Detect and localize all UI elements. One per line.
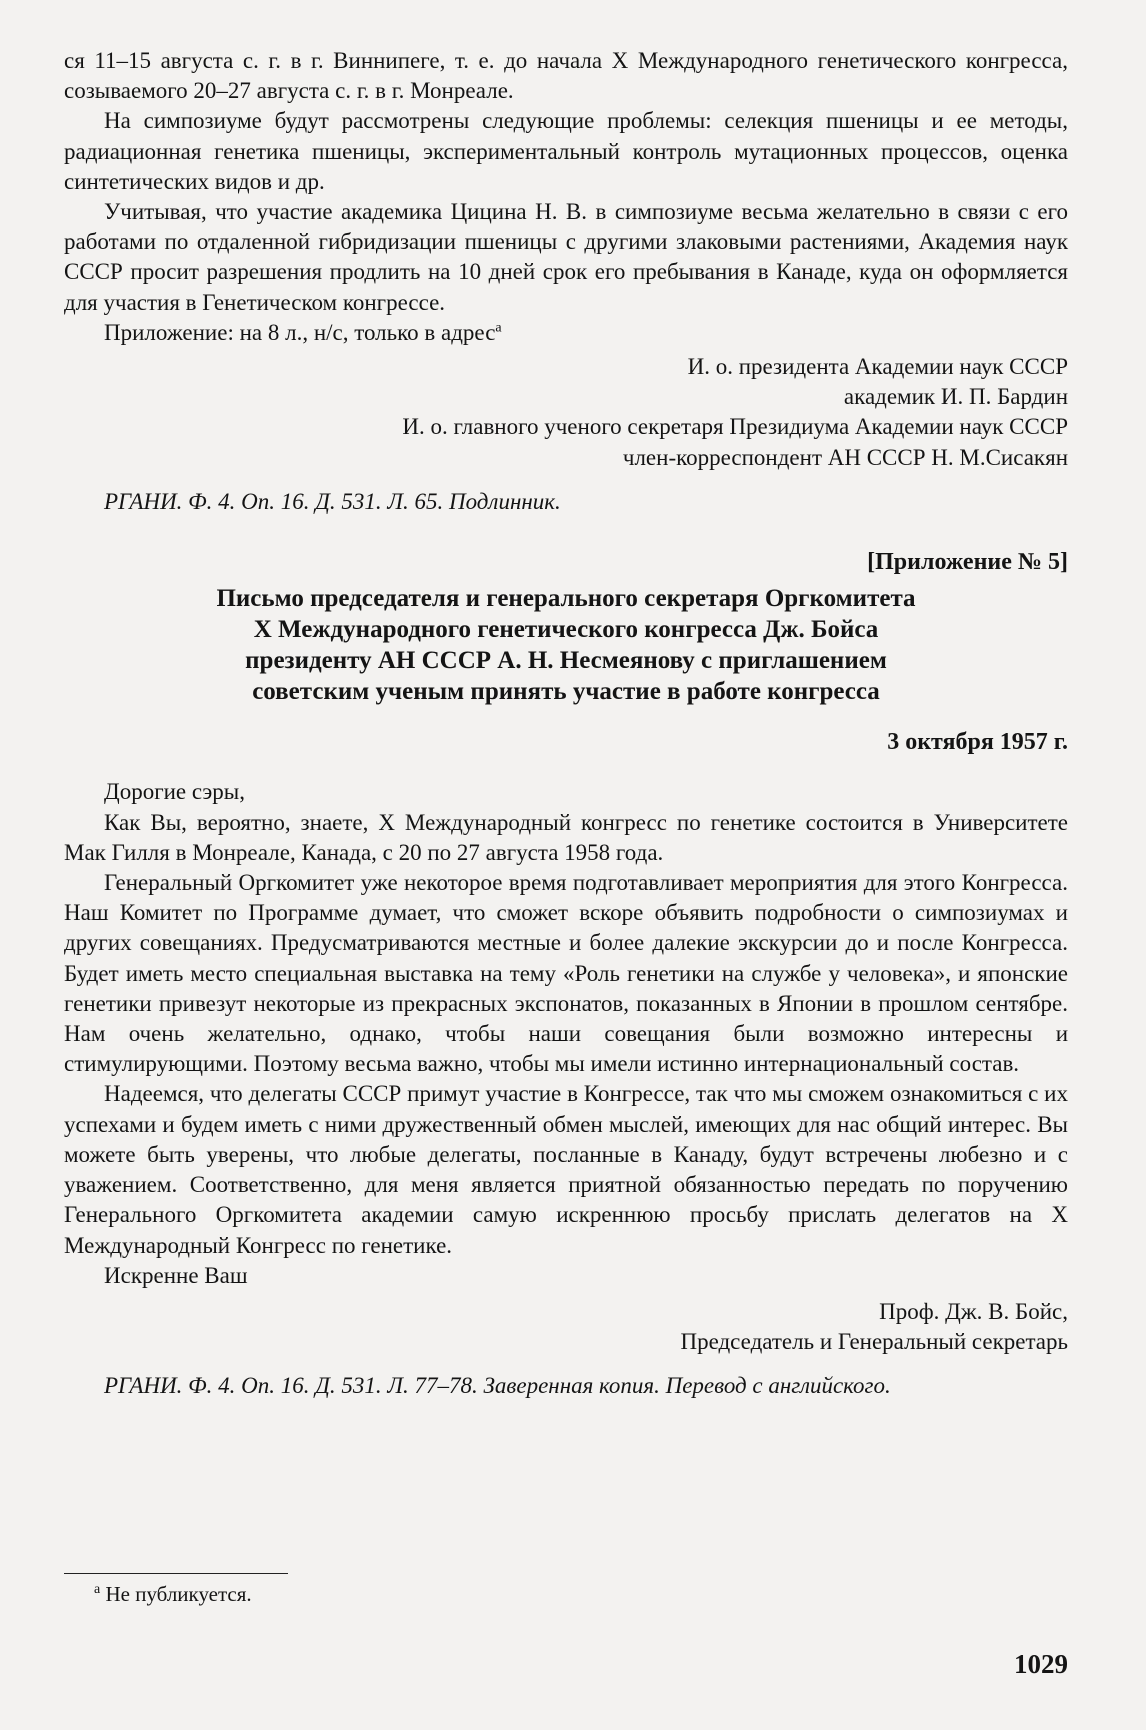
appendix-title-line-4: советским ученым принять участие в работе конгресса (252, 678, 880, 706)
signature-block-1 (64, 352, 1068, 473)
letter-paragraph-1: Как Вы, вероятно, знаете, X Международный конгресс по генетике состоится в Университете Мак Гилля в Монреале, Канада, с 20 по 27 августа 1958 года. (64, 809, 1068, 865)
letter-closing: Искренне Ваш (104, 1262, 248, 1288)
footnote-mark: а (94, 1582, 101, 1597)
top-section (64, 46, 1068, 1402)
letter-date: 3 октября 1957 г. (887, 729, 1068, 756)
letter-signature-name: Проф. Дж. В. Бойс, (879, 1298, 1068, 1324)
letter-salutation: Дорогие сэры, (104, 779, 245, 805)
appendix-title-line-2: X Международного генетического конгресса Дж. Бойса (253, 616, 879, 644)
letter-signature (64, 1297, 1068, 1357)
top-paragraph-3: Учитывая, что участие академика Цицина Н. В. в симпозиуме весьма желательно в связи с его работами по отдаленной гибридизации пшеницы с другими злаковыми растениями, Академия наук СССР просит разрешения продлить на 10 дней срок его пребывания в Канаде, куда он оформляется для участия в Генетическом конгрессе. (64, 199, 1068, 315)
letter-paragraph-2: Генеральный Оргкомитет уже некоторое время подготавливает мероприятия для этого Конгресса. Наш Комитет по Программе думает, что сможет вскоре объявить подробности о симпозиумах и других совещаниях. Предусматриваются местные и более далекие экскурсии до и после Конгресса. Будет иметь место специальная выставка на тему «Роль генетики на службе у человека», и японские генетики привезут некоторые из прекрасных экспонатов, показанных в Японии в прошлом сентябре. Нам очень желательно, однако, чтобы наши совещания были возможно интересны и стимулирующими. Поэтому весьма важно, чтобы мы имели истинно интернациональный состав. (64, 870, 1068, 1077)
appendix-label: [Приложение № 5] (867, 549, 1068, 576)
appendix-title (64, 583, 1068, 707)
attachment-footnote-mark: а (495, 320, 502, 336)
footnote-text: Не публикуется. (105, 1582, 252, 1606)
footnote-divider (64, 1573, 288, 1574)
page-number: 1029 (1014, 1649, 1068, 1679)
letter-signature-role: Председатель и Генеральный секретарь (680, 1329, 1068, 1355)
archive-reference-1: РГАНИ. Ф. 4. Оп. 16. Д. 531. Л. 65. Подлинник. (104, 488, 561, 514)
signature-1-title: И. о. президента Академии наук СССР (687, 354, 1068, 380)
footnote (94, 1581, 252, 1607)
appendix-title-line-3: президенту АН СССР А. Н. Несмеянову с приглашением (245, 647, 887, 675)
attachment-text: Приложение: на 8 л., н/с, только в адрес (104, 319, 496, 345)
attachment-line (64, 318, 1068, 348)
signature-2-title: И. о. главного ученого секретаря Президиума Академии наук СССР (402, 414, 1068, 440)
signature-1-name: академик И. П. Бардин (843, 384, 1068, 410)
letter-paragraph-3: Надеемся, что делегаты СССР примут участие в Конгрессе, так что мы сможем ознакомиться с их успехами и будем иметь с ними дружественный обмен мыслей, имеющих для нас общий интерес. Вы можете быть уверены, что любые делегаты, посланные в Канаду, будут встречены любезно и с уважением. Соответственно, для меня является приятной обязанностью передать по поручению Генерального Оргкомитета академии самую искреннюю просьбу прислать делегатов на X Международный Конгресс по генетике. (64, 1081, 1068, 1258)
appendix-title-line-1: Письмо председателя и генерального секретаря Оргкомитета (216, 585, 916, 613)
top-paragraph-1: ся 11–15 августа с. г. в г. Виннипеге, т. е. до начала X Международного генетического конгресса, созываемого 20–27 августа с. г. в г. Монреале. (64, 48, 1068, 104)
top-paragraph-2: На симпозиуме будут рассмотрены следующие проблемы: селекция пшеницы и ее методы, радиационная генетика пшеницы, экспериментальный контроль мутационных процессов, оценка синтетических видов и др. (64, 108, 1068, 194)
archive-reference-2: РГАНИ. Ф. 4. Оп. 16. Д. 531. Л. 77–78. Заверенная копия. Перевод с английского. (104, 1373, 891, 1399)
signature-2-name: член-корреспондент АН СССР Н. М.Сисакян (622, 444, 1068, 470)
